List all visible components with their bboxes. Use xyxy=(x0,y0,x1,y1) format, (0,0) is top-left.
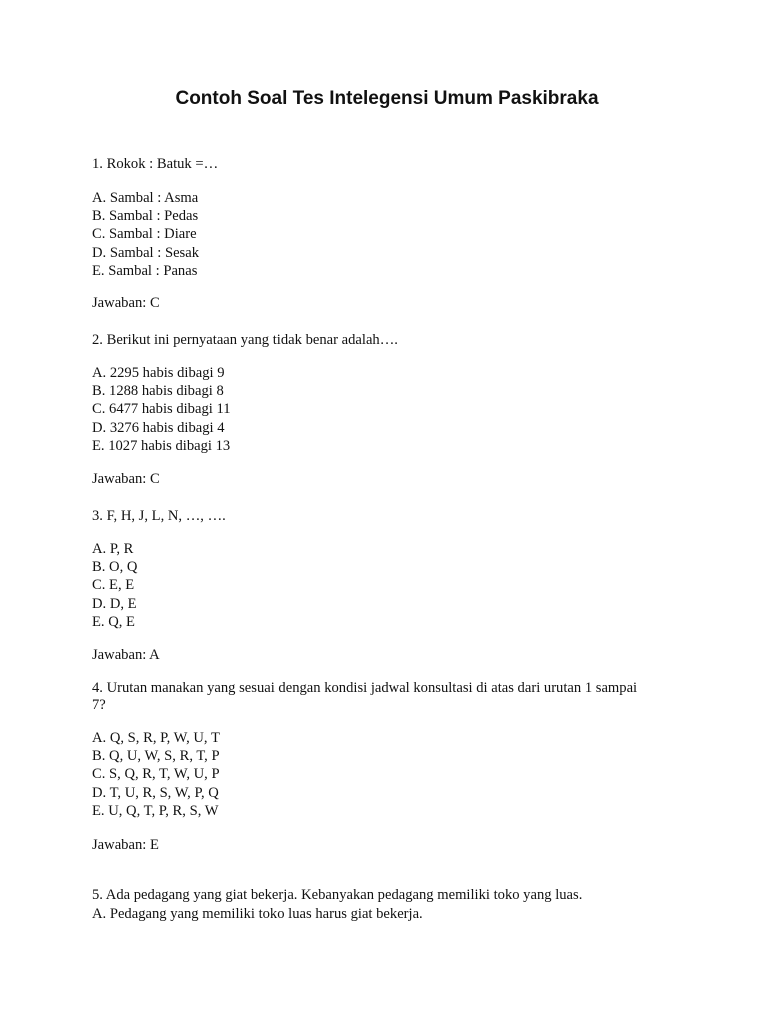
question-text-line-2: 7? xyxy=(92,697,106,713)
options-list xyxy=(92,905,423,923)
option-b: B. Sambal : Pedas xyxy=(92,208,199,225)
question-text: 2. Berikut ini pernyataan yang tidak benar adalah…. xyxy=(92,332,398,348)
options-list xyxy=(92,189,199,280)
option-c: C. 6477 habis dibagi 11 xyxy=(92,401,231,418)
question-text: 1. Rokok : Batuk =… xyxy=(92,156,219,172)
option-e: E. Sambal : Panas xyxy=(92,262,198,279)
answer-text: Jawaban: C xyxy=(92,295,160,311)
option-b: B. Q, U, W, S, R, T, P xyxy=(92,748,220,765)
option-d: D. Sambal : Sesak xyxy=(92,244,200,261)
option-a: A. Pedagang yang memiliki toko luas harus giat bekerja. xyxy=(92,906,423,922)
option-a: A. P, R xyxy=(92,541,134,557)
answer-text: Jawaban: A xyxy=(92,647,160,663)
option-e: E. Q, E xyxy=(92,613,135,630)
option-b: B. 1288 habis dibagi 8 xyxy=(92,383,224,400)
answer-text: Jawaban: E xyxy=(92,837,159,853)
option-b: B. O, Q xyxy=(92,559,138,576)
option-d: D. D, E xyxy=(92,595,137,612)
question-text: 5. Ada pedagang yang giat bekerja. Kebanyakan pedagang memiliki toko yang luas. xyxy=(92,887,583,903)
option-e: E. U, Q, T, P, R, S, W xyxy=(92,802,219,819)
question-text-line-1: 4. Urutan manakan yang sesuai dengan kondisi jadwal konsultasi di atas dari urutan 1 sampai xyxy=(92,680,638,696)
option-a: A. Sambal : Asma xyxy=(92,190,199,206)
option-a: A. 2295 habis dibagi 9 xyxy=(92,365,225,381)
page-title: Contoh Soal Tes Intelegensi Umum Paskibraka xyxy=(175,88,599,109)
answer-text: Jawaban: C xyxy=(92,471,160,487)
question-text: 3. F, H, J, L, N, …, …. xyxy=(92,508,226,524)
options-list xyxy=(92,729,220,820)
options-list xyxy=(92,540,137,631)
option-a: A. Q, S, R, P, W, U, T xyxy=(92,730,220,746)
option-c: C. E, E xyxy=(92,577,135,594)
option-c: C. Sambal : Diare xyxy=(92,226,197,243)
option-e: E. 1027 habis dibagi 13 xyxy=(92,437,231,454)
option-d: D. T, U, R, S, W, P, Q xyxy=(92,784,219,801)
option-d: D. 3276 habis dibagi 4 xyxy=(92,419,225,436)
option-c: C. S, Q, R, T, W, U, P xyxy=(92,766,220,783)
options-list xyxy=(92,364,231,455)
